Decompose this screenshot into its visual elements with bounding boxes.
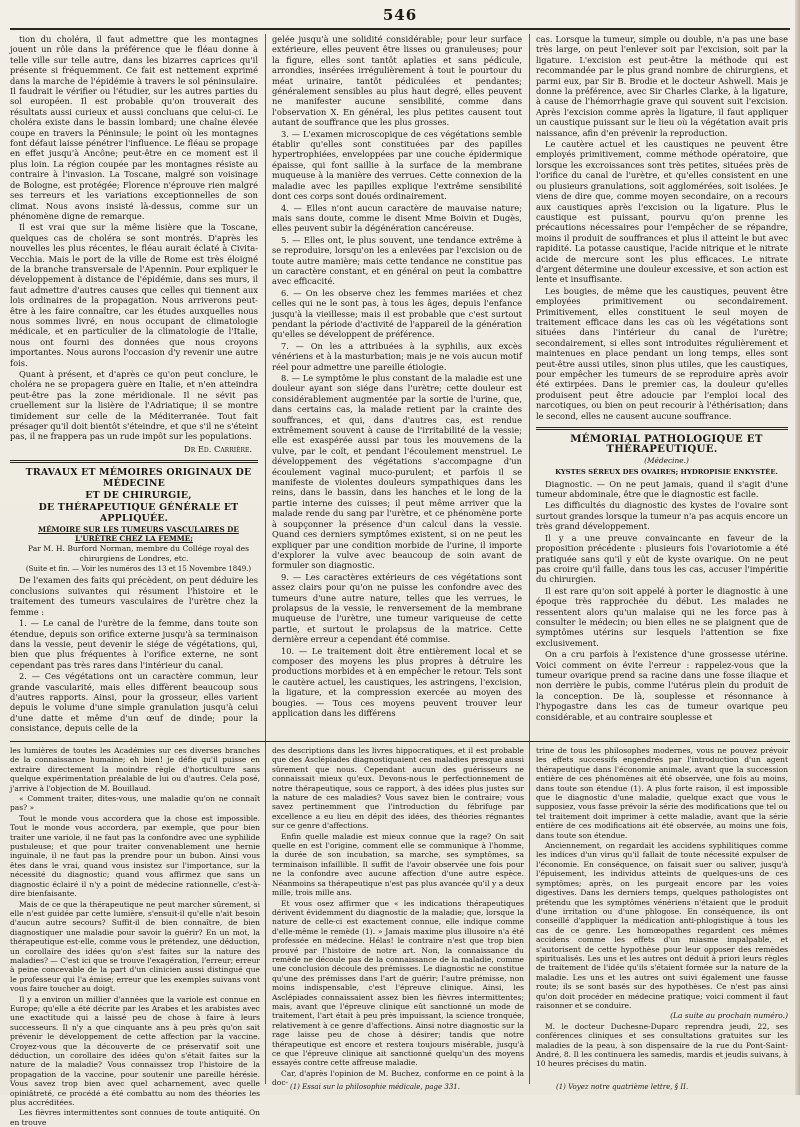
paragraph: 3. — L'examen microscopique de ces végétations semble établir qu'elles sont constituées par des papilles hypertrophiées, enveloppées par une couche épidermique épaisse, qui font saillie à la surface de la membrane muqueuse à la manière des verrues. Cette connexion de la maladie avec les papilles explique l'extrême sensibilité dont ces corps sont doués ordinairement. (272, 128, 522, 202)
paragraph: 6. — On les observe chez les femmes mariées et chez celles qui ne le sont pas, à tous les âges, depuis l'enfance jusqu'à la vieillesse; mais il est probable que c'est surtout pendant la période d'activité de l'appareil de la génération qu'elles se développent de préférence. (272, 287, 522, 340)
paragraph: Enfin quelle maladie est mieux connue que la rage? On sait quelle en est l'origine, comment elle se communique à l'homme, la durée de son incubation, sa marche, ses symptômes, sa terminaison infaillible. Il suffit de l'avoir observée une fois pour ne la confondre avec aucune affection d'une autre espèce. Néanmoins sa thérapeutique n'est pas plus avancée qu'il y a deux mille, trois mille ans. (272, 831, 524, 898)
paragraph: 8. — Le symptôme le plus constant de la maladie est une douleur ayant son siége dans l'urètre; cette douleur est considérablement augmentée par la sortie de l'urine, que, dans certains cas, la malade retient par la crainte des souffrances, et qui, dans d'autres cas, est rendue extrêmement souvent à cause de l'irritabilité de la vessie; elle est exaspérée aussi par tous les mouvemens de la vulve, par le coït, et pendant l'écoulement menstruel. Le développement des végétations s'accompagne d'un écoulement vaginal muco-purulent; et parfois il se manifeste de violentes douleurs sympathiques dans les reins, dans le bassin, dans les hanches et le long de la partie interne des cuisses; il peut même arriver que la malade rende du sang par l'urètre, et ce phénomène porte à soupçonner la présence d'un calcul dans la vessie. Quand ces derniers symptômes existent, si on ne peut les expliquer par une condition morbide de l'urine, il importe d'explorer la vulve avec beaucoup de soin avant de formuler son diagnostic. (272, 373, 522, 571)
paragraph: Les bougies, de même que les caustiques, peuvent être employées primitivement ou secondairement. Primitivement, elles constituent le seul moyen de traitement efficace dans les cas où les végétations sont situées dans l'intérieur du canal de l'urètre; secondairement, si elles sont introduites régulièrement et maintenues en place pendant un long temps, elles sont peut-être aussi utiles, sinon plus utiles, que les caustiques, pour empêcher les tumeurs de se reproduire après avoir été extirpées. Dans le premier cas, la douleur qu'elles produisent peut être adoucie par l'emploi local des narcotiques, ou bien on peut recourir à l'éthérisation; dans le second, elles ne causent aucune souffrance. (536, 285, 788, 421)
paragraph: Car, d'après l'opinion de M. Buchez, conforme en ce point à la doc- (272, 1068, 524, 1088)
paragraph: Tout le monde vous accordera que la chose est impossible. Tout le monde vous accordera, par exemple, que pour bien traiter une variole, il ne faut pas la confondre avec une syphilide pustuleuse; et que pour traiter convenablement une hernie inguinale, il ne faut pas la prendre pour un bubon. Ainsi vous êtes dans le vrai, quand vous insistez sur l'importance, sur la nécessité du diagnostic; quand vous affirmez que sans un diagnostic éclairé il n'y a point de médecine rationnelle, c'est-à-dire bienfaisante. (10, 813, 260, 899)
paragraph: Il y a une preuve convaincante en faveur de la proposition précédente : plusieurs fois l'ovariotomie a été pratiquée sans qu'il y eût de kyste ovarique. On ne peut pas croire qu'il faille, dans tous les cas, accuser l'impéritie du chirurgien. (536, 532, 788, 585)
page-number: 546 (382, 6, 418, 24)
page-edge (795, 0, 800, 1095)
header-rule (10, 28, 790, 30)
upper-column-2 (272, 34, 522, 739)
paragraph: Anciennement, on regardait les accidens syphilitiques comme les indices d'un virus qu'il fallait de toute nécessité expulser de l'économie. En conséquence, on faisait suer ou saliver, jusqu'à l'épuisement, les individus atteints de quelques-uns de ces symptômes; après, on les purgeait encore par les voies digestives. Dans les derniers temps, quelques pathologistes ont prétendu que les symptômes vénériens n'étaient que le produit d'une irritation ou d'une phlogose. En conséquence, ils ont conseillé d'appliquer la médication anti-phlogistique à tous les cas de ce genre. Les homœopathes regardent ces mêmes accidens comme les effets d'un miasme impalpable, et s'autorisent de cette hypothèse pour leur opposer des remèdes spiritualisés. Les uns et les autres ont déduit à priori leurs règles de traitement de l'idée qu'ils s'étaient formée sur la nature de la maladie. Les uns et les autres ont suivi également une fausse route; ils se sont basés sur des hypothèses. Ce n'est pas ainsi qu'on doit procéder en médecine pratique; voici comment il faut raisonner et se conduire. (536, 841, 788, 1010)
paragraph: cas. Lorsque la tumeur, simple ou double, n'a pas une base très large, on peut l'enlever soit par l'excision, soit par la ligature. L'excision est peut-être la méthode qui est recommandée par le plus grand nombre de chirurgiens, et parmi eux, par Sir B. Brodie et le docteur Ashwell. Mais je donne la préférence, avec Sir Charles Clarke, à la ligature, à cause de l'hémorrhagie grave qui souvent suit l'excision. Après l'excision comme après la ligature, il faut appliquer un caustique puissant sur le lieu où la végétation avait pris naissance, afin d'en prévenir la reproduction. (536, 34, 788, 138)
paragraph: 4. — Elles n'ont aucun caractère de mauvaise nature; mais sans doute, comme le disent Mme Boivin et Dugès, elles peuvent subir la dégénération cancéreuse. (272, 202, 522, 234)
paragraph: trine de tous les philosophes modernes, vous ne pouvez prévoir les effets successifs engendrés par l'introduction d'un agent thérapeutique dans l'économie animale, avant que la succession entière de ces phénomènes ait été observée, une fois au moins, dans toute son étendue (1). A plus forte raison, il est impossible que le diagnostic d'une maladie, quelque exact que vous le supposiez, vous fasse prévoir la série des modifications que tel ou tel traitement doit imprimer à cette maladie, avant que la série entière de ces modifications ait été observée, au moins une fois, dans toute son étendue. (536, 746, 788, 840)
paragraph: les lumières de toutes les Académies sur ces diverses branches de la connaissance humaine; eh bien! je défie qu'il puisse en extraire directement la moindre règle d'horticulture sans quelque expérimentation préalable de lui ou d'autres. Cela posé, j'arrive à l'objection de M. Bouillaud. (10, 746, 260, 793)
upper-column-1 (10, 34, 258, 739)
paragraph: 2. — Ces végétations ont un caractère commun, leur grande vascularité, mais elles diffèrent beaucoup sous d'autres rapports. Ainsi, pour la grosseur, elles varient depuis le volume d'une simple granulation jusqu'à celui d'une datte et même d'un œuf de dinde; pour la consistance, depuis celle de la (10, 671, 258, 734)
paragraph: Il est vrai que sur la même lisière que la Toscane, quelques cas de choléra se sont montrés. D'après les nouvelles les plus récentes, le fléau aurait éclaté à Civita-Vecchia. Mais le port de la ville de Rome est très éloigné de la branche transversale de l'Apennin. Pour expliquer le développement à distance de l'épidémie, dans ses murs, il faut admettre d'autres causes que celles qui tiennent aux lois ordinaires de la propagation. Nous arriverons peut-être à les faire connaître, car les études auxquelles nous nous sommes livré, en nous occupant de climatologie médicale, et en particulier de la climatologie de l'Italie, nous ont fourni des données que nous croyons importantes. Nous aurons l'occasion d'y revenir une autre fois. (10, 222, 258, 368)
paragraph: De l'examen des faits qui précèdent, on peut déduire les conclusions suivantes qui résument l'histoire et le traitement des tumeurs vasculaires de l'urètre chez la femme : (10, 575, 258, 617)
column-divider (529, 34, 530, 1084)
article-title: MÉMOIRE SUR LES TUMEURS VASCULAIRES DE L'URÈTRE CHEZ LA FEMME; (38, 525, 239, 544)
paragraph: 7. — On les a attribuées à la syphilis, aux excès vénériens et à la masturbation; mais je ne vois aucun motif réel pour admettre une pareille étiologie. (272, 340, 522, 372)
paragraph: Le cautère actuel et les caustiques ne peuvent être employés primitivement, comme méthode opératoire, que lorsque les excroissances sont très petites, situées près de l'orifice du canal de l'urètre, et qu'elles consistent en une ou plusieurs granulations, soit agglomérées, soit isolées. Je viens de dire que, comme moyen secondaire, on a recours aux caustiques après l'excision ou la ligature. Plus le caustique est puissant, pourvu qu'on prenne les précautions nécessaires pour l'empêcher de se répandre, moins il produit de souffrances et plus il atteint le but avec rapidité. La potasse caustique, l'acide nitrique et le nitrate acide de mercure sont les plus efficaces. Le nitrate d'argent détermine une douleur excessive, et son action est lente et insuffisante. (536, 139, 788, 285)
paragraph: gelée jusqu'à une solidité considérable; pour leur surface extérieure, elles peuvent être lisses ou granuleuses; pour la figure, elles sont tantôt aplaties et sans pédicule, arrondies, insérées irrégulièrement à tout le pourtour du méat urinaire, tantôt pédiculées et pendantes; généralement sensibles au plus haut degré, elles peuvent ne manifester aucune sensibilité, comme dans l'observation X. En général, les plus petites causent tout autant de souffrance que les plus grosses. (272, 34, 522, 128)
footnote: (1) Voyez notre quatrième lettre, § II. (556, 1083, 689, 1091)
continuation-note: (La suite au prochain numéro.) (670, 1011, 788, 1021)
paragraph: Et vous osez affirmer que « les indications thérapeutiques dérivent évidemment du diagnostic de la maladie; que, lorsque la nature de celle-ci est exactement connue, elle indique comme d'elle-même le remède (1). » Jamais maxime plus illusoire n'a été professée en médecine. Hélas! le contraire n'est que trop bien prouvé par l'histoire de notre art. Non, la connaissance du remède ne découle pas de la connaissance de la maladie, comme une conclusion découle des prémisses. Le diagnostic ne constitue qu'une des prémisses dans l'art de guérir; l'autre prémisse, non moins indispensable, c'est l'épreuve clinique. Ainsi, les Asclépiades connaissaient assez bien les fièvres intermittentes; mais, avant que l'épreuve clinique eût sanctionné un mode de traitement, l'art était à peu près impuissant, la science tronquée, relativement à ce genre d'affections. Ainsi notre diagnostic sur la rage laisse peu de chose à désirer; tandis que notre thérapeutique est encore et restera toujours misérable, jusqu'à ce que l'épreuve clinique ait sanctionné quelqu'un des moyens essayés contre cette affreuse maladie. (272, 898, 524, 1068)
article-author: Par M. H. Burford Norman, membre du Collége royal des chirurgiens de Londres, etc. (27, 544, 250, 563)
section-heading: DE THÉRAPEUTIQUE GÉNÉRALE ET APPLIQUÉE. (38, 502, 239, 525)
lower-column-1 (10, 746, 260, 1127)
column-divider (265, 34, 266, 1084)
paragraph: 1. — Le canal de l'urètre de la femme, dans toute son étendue, depuis son orifice externe jusqu'à sa terminaison dans la vessie, peut devenir le siége de végétations, qui, bien que plus fréquentes à l'orifice externe, ne sont cependant pas très rares dans l'intérieur du canal. (10, 618, 258, 670)
paragraph: Quant à présent, et d'après ce qu'on peut conclure, le choléra ne se propagera guère en Italie, et n'en atteindra peut-être pas la zone méridionale. Il ne sévit pas cruellement sur la lisière de l'Adriatique; il se montre timidement sur celle de la Méditerranée. Tout fait présager qu'il doit bientôt s'éteindre, et que s'il ne s'éteint pas, il ne frappera pas un rude impôt sur les populations. (10, 369, 258, 442)
paragraph: 9. — Les caractères extérieurs de ces végétations sont assez clairs pour qu'on ne puisse les confondre avec des tumeurs d'une autre nature, telles que les verrues, le prolapsus de la vessie, le renversement de la membrane muqueuse de l'urètre, une tumeur variqueuse de cette partie, et surtout le prolapsus de la matrice. Cette dernière erreur a cependant été commise. (272, 571, 522, 645)
paragraph: 10. — Le traitement doit être entièrement local et se composer des moyens les plus propres à détruire les productions morbides et à en empêcher le retour. Tels sont le cautère actuel, les caustiques, les astringens, l'excision, la ligature, et la compression exercée au moyen des bougies. — Tous ces moyens peuvent trouver leur application dans les différens (272, 645, 522, 718)
feuilleton-rule (10, 741, 790, 742)
author-signature: Dr Ed. Carrière. (184, 443, 252, 454)
section-heading: ET DE CHIRURGIE, (85, 490, 192, 502)
section-heading: MÉMORIAL PATHOLOGIQUE ET THÉRAPEUTIQUE. (570, 433, 763, 456)
paragraph: On a cru parfois à l'existence d'une grossesse utérine. Voici comment on évite l'erreur : rappelez-vous que la tumeur ovarique prend sa racine dans une fosse iliaque et non derrière le pubis, comme l'utérus plein du produit de la conception. De là, souplesse et résonnance à l'hypogastre dans les cas de tumeur ovarique peu considérable, et au contraire souplesse et (536, 649, 788, 722)
paragraph: des descriptions dans les livres hippocratiques, et il est probable que des Asclépiades diagnostiquaient ces maladies presque aussi sûrement que nous. Cependant aucun des guérisseurs ne connaissait mieux qu'eux. Devons-nous le perfectionnement de notre thérapeutique, sous ce rapport, à des idées plus justes sur la nature de ces maladies? Vous savez bien le contraire; vous savez pertinemment que l'introduction du fébrifuge par excellence a eu lieu en dépit des idées, des théories régnantes sur ce genre d'affections. (272, 746, 524, 831)
paragraph: 5. — Elles ont, le plus souvent, une tendance extrême à se reproduire, lorsqu'on les a enlevées par l'excision ou de toute autre manière; mais cette tendance ne constitue pas un caractère constant, et en général on peut la combattre avec efficacité. (272, 234, 522, 287)
section-subheading: (Médecine.) (644, 455, 689, 465)
paragraph: Mais de ce que la thérapeutique ne peut marcher sûrement, si elle n'est guidée par cette lumière, s'ensuit-il qu'elle n'ait besoin d'aucun autre secours? Suffit-il de bien connaître, de bien diagnostiquer une maladie pour savoir la guérir? En un mot, la thérapeutique est-elle, comme vous le prétendez, une déduction, un corollaire des idées qu'on s'est faites sur la nature des maladies? — C'est ici que se trouve l'exagération, l'erreur; erreur à peine concevable de la part d'un clinicien aussi distingué que le professeur qui l'a émise; erreur que les exemples suivans vont vous faire toucher au doigt. (10, 899, 260, 994)
lower-column-3 (536, 746, 788, 1084)
article-reference: (Suite et fin. — Voir les numéros des 13 et 15 Novembre 1849.) (25, 565, 252, 574)
section-rule (536, 427, 788, 430)
upper-column-3 (536, 34, 788, 739)
paragraph: Il est rare qu'on soit appelé à porter le diagnostic à une époque très rapprochée du début. Les malades ne ressentent alors qu'un malaise qui ne les force pas à consulter le médecin; ou bien elles ne se plaignent que de symptômes utérins sur lesquels l'attention se fixe exclusivement. (536, 585, 788, 648)
paragraph: tion du choléra, il faut admettre que les montagnes jouent un rôle dans la préférence que le fléau donne à telle ville sur telle autre, dans les bizarres caprices qu'il présente si fréquemment. Ce fait est nettement exprimé dans la marche de l'épidémie à travers le sol péninsulaire. Il faudrait le vérifier ou l'étudier, sur les autres parties du sol européen. Il est probable qu'on trouverait des résultats aussi curieux et aussi concluans que celui-ci. Le choléra existe dans le bassin lombard; une chaîne élevée coupe en travers la Péninsule; le point où les montagnes font défaut laisse pénétrer l'influence. Le fléau se propage en effet jusqu'à Ancône; peut-être en ce moment est il plus loin. La région coupée par les montagnes résiste au contraire à l'invasion. La Toscane, malgré son voisinage de Bologne, est protégée; Florence n'éprouve rien malgré ses terreurs et les variations exceptionnelles de son climat. Nous avons insisté là-dessus, comme sur un phénomène digne de remarque. (10, 34, 258, 221)
section-rule (10, 460, 258, 463)
article-title: KYSTES SÉREUX DES OVAIRES; HYDROPISIE ENKYSTÉE. (555, 468, 778, 477)
paragraph: Les difficultés du diagnostic des kystes de l'ovaire sont surtout grandes lorsque la tumeur n'a pas acquis encore un très grand développement. (536, 500, 788, 532)
paragraph: Les fièvres intermittentes sont connues de toute antiquité. On en trouve (10, 1108, 260, 1127)
paragraph: Il y a environ un millier d'années que la variole est connue en Europe; qu'elle a été décrite par les Arabes et les arabistes avec une exactitude qui a laissé peu de chose à faire à leurs successeurs. Il n'y a que cinquante ans à peu près qu'on sait prévenir le développement de cette affection par la vaccine. Croyez-vous que la découverte de ce préservatif soit une déduction, un corollaire des idées qu'on s'était faites sur la nature de la maladie? Vous connaissez trop l'histoire de la propagation de la vaccine, pour soutenir une pareille hérésie. Vous savez trop bien avec quel acharnement, avec quelle opiniâtreté, ce procédé a été combattu au nom des théories les plus accréditées. (10, 994, 260, 1108)
paragraph: Diagnostic. — On ne peut jamais, quand il s'agit d'une tumeur abdominale, être que le diagnostic est facile. (536, 478, 788, 500)
paragraph: « Comment traiter, dites-vous, une maladie qu'on ne connaît pas? » (10, 794, 260, 813)
notice-paragraph: M. le docteur Duchesne-Duparc reprendra jeudi, 22, ses conférences cliniques et ses consultations gratuites sur les maladies de la peau, à son dispensaire de la rue du Pont-Saint-André, 8. Il les continuera les samedis, mardis et jeudis suivans, à 10 heures précises du matin. (536, 1021, 788, 1069)
footnote: (1) Essai sur la philosophie médicale, page 331. (290, 1083, 460, 1091)
section-heading: TRAVAUX ET MÉMOIRES ORIGINAUX DE MÉDECINE (25, 467, 252, 490)
